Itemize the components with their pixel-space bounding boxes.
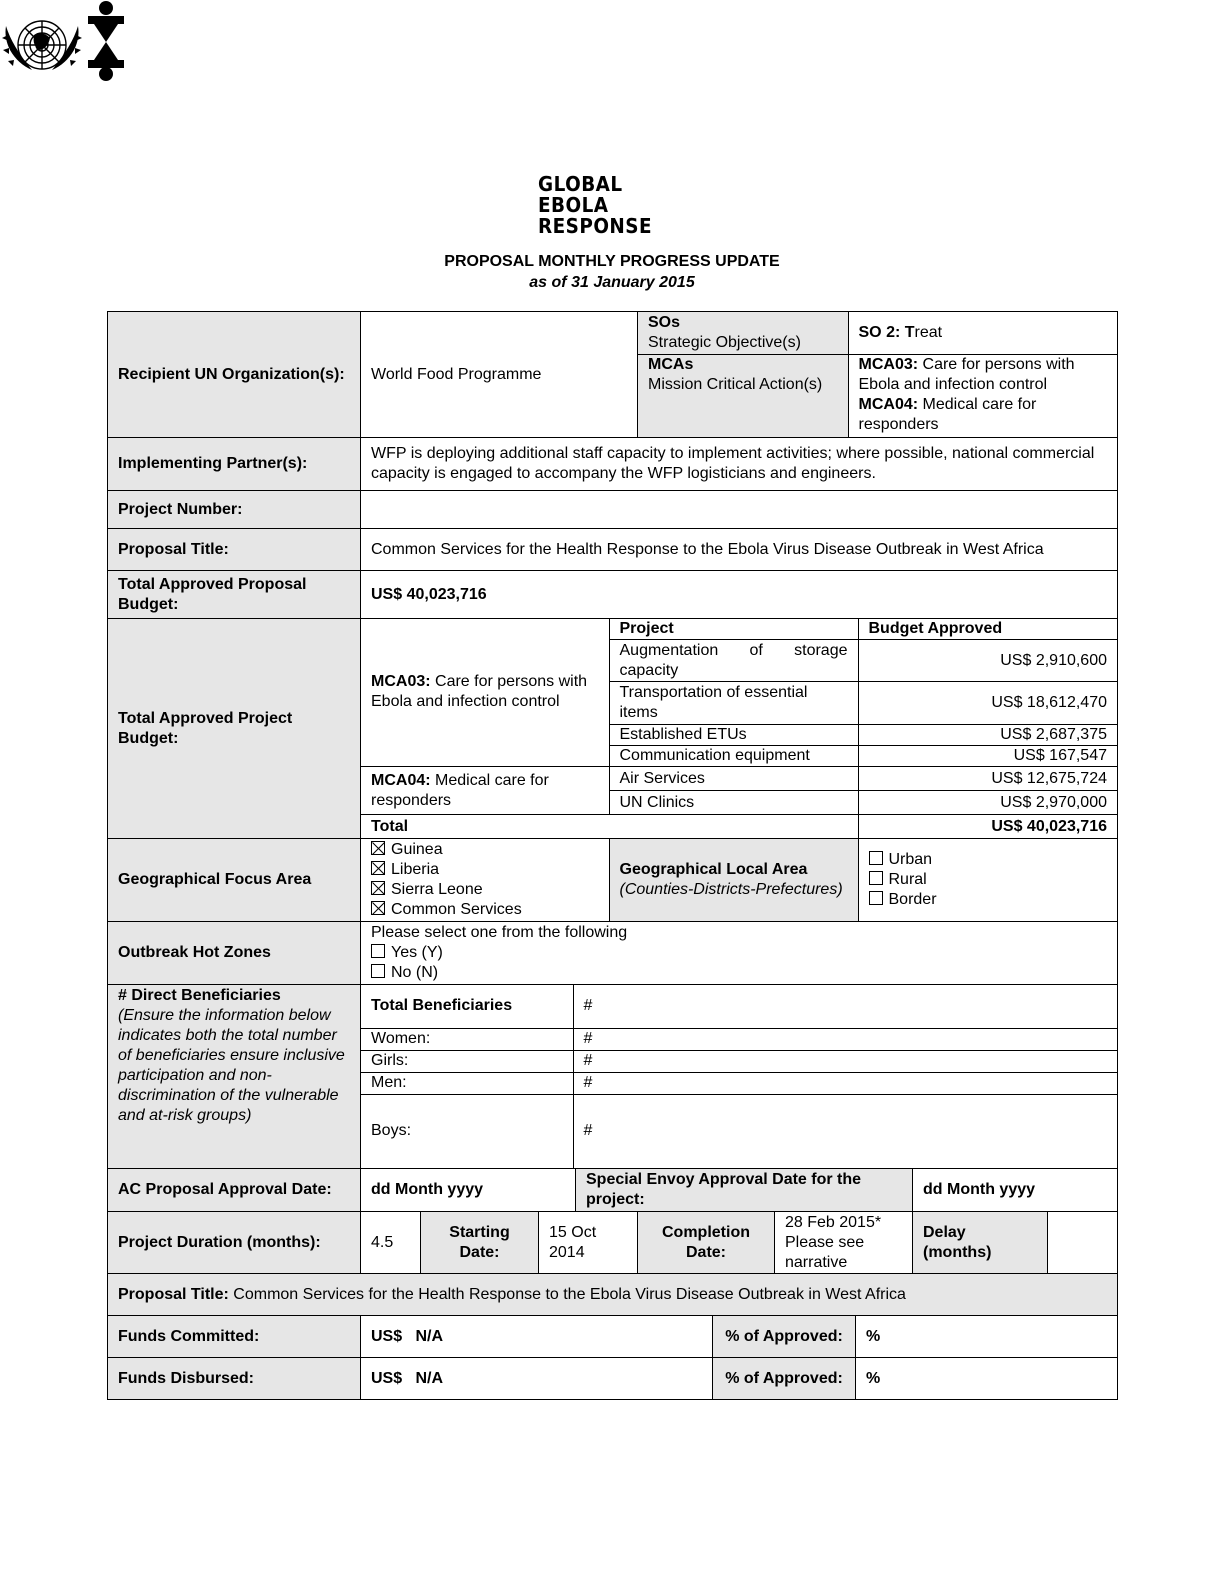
beneficiaries-cell <box>361 985 1118 1169</box>
budget-mca03-desc: Care for persons with Ebola and infection control <box>371 673 588 711</box>
option-label: Yes (Y) <box>391 944 443 961</box>
start-date-label: Starting Date: <box>421 1212 539 1274</box>
budget-row-amount: US$ 167,547 <box>858 745 1117 766</box>
country-label: Common Services <box>391 901 522 918</box>
checkbox-checked-icon[interactable] <box>371 841 385 855</box>
mcas-label: MCAs <box>648 355 694 373</box>
budget-row-project: Air Services <box>609 766 858 790</box>
proposal-title-row-label: Proposal Title: <box>118 1285 229 1303</box>
checkbox-empty-icon[interactable] <box>869 891 883 905</box>
hotzones-label: Outbreak Hot Zones <box>108 922 361 985</box>
project-number-label: Project Number: <box>108 491 361 529</box>
mca04-desc: Medical care for responders <box>858 395 1037 433</box>
funds-committed-value: US$ N/A <box>361 1316 713 1358</box>
ac-approval-value: dd Month yyyy <box>361 1169 576 1212</box>
global-ebola-response-logo <box>538 174 662 237</box>
delay-label: Delay (months) <box>913 1212 1048 1274</box>
total-beneficiaries-label: Total Beneficiaries <box>361 985 573 1028</box>
beneficiaries-label-cell <box>108 985 361 1169</box>
budget-mca03-cell <box>361 619 609 766</box>
beneficiary-row-value: # <box>573 1072 1117 1094</box>
objectives-cell <box>638 312 1118 438</box>
checkbox-empty-icon[interactable] <box>371 964 385 978</box>
budget-row-project: Established ETUs <box>609 724 858 745</box>
budget-mca03-code: MCA03: <box>371 673 431 691</box>
country-list <box>361 839 609 921</box>
hotzones-cell <box>361 922 1118 985</box>
mca04-line <box>859 395 1108 435</box>
country-label: Liberia <box>391 861 440 878</box>
option-label: No (N) <box>391 964 439 981</box>
geo-local-label-cell <box>609 839 858 921</box>
country-label: Guinea <box>391 841 443 858</box>
ac-approval-label: AC Proposal Approval Date: <box>108 1169 361 1212</box>
total-beneficiaries-value: # <box>573 985 1117 1028</box>
checkbox-checked-icon[interactable] <box>371 881 385 895</box>
completion-date-value: 28 Feb 2015* Please see narrative <box>775 1212 913 1274</box>
beneficiaries-label: # Direct Beneficiaries <box>118 987 281 1004</box>
ebola-response-figure-icon <box>88 0 124 82</box>
funds-committed-label: Funds Committed: <box>108 1316 361 1358</box>
option-border[interactable] <box>869 890 1108 910</box>
option-label: Border <box>888 891 937 908</box>
budget-row-amount: US$ 12,675,724 <box>858 766 1117 790</box>
sos-cell <box>638 312 848 354</box>
so-value-bold: SO 2: T <box>858 323 915 341</box>
project-budget-breakdown <box>361 619 1118 839</box>
geo-local-options <box>858 839 1117 921</box>
beneficiary-row-value: # <box>573 1028 1117 1050</box>
mca03-code: MCA03: <box>858 355 919 373</box>
start-date-value: 15 Oct 2014 <box>539 1212 638 1274</box>
proposal-title-row <box>108 1274 1118 1316</box>
recipient-label: Recipient UN Organization(s): <box>108 312 361 438</box>
checkbox-empty-icon[interactable] <box>869 871 883 885</box>
logo-line-2: EBOLA <box>538 193 609 217</box>
hotzones-prompt: Please select one from the following <box>371 924 628 941</box>
country-sierra-leone[interactable] <box>371 880 599 900</box>
funds-disbursed-label: Funds Disbursed: <box>108 1358 361 1400</box>
budget-row-amount: US$ 2,687,375 <box>858 724 1117 745</box>
geo-local-label: Geographical Local Area <box>619 861 808 878</box>
option-urban[interactable] <box>869 850 1108 870</box>
project-number-value <box>361 491 1118 529</box>
un-emblem-icon <box>0 12 84 82</box>
sos-label: SOs <box>648 313 681 331</box>
funds-committed-pct-label: % of Approved: <box>713 1316 856 1358</box>
budget-mca04-code: MCA04: <box>371 771 431 789</box>
logo-line-3: RESPONSE <box>538 214 653 238</box>
beneficiary-row-value: # <box>573 1050 1117 1072</box>
checkbox-empty-icon[interactable] <box>371 944 385 958</box>
budget-row-amount: US$ 2,910,600 <box>858 640 1117 682</box>
budget-row-project: Communication equipment <box>609 745 858 766</box>
budget-row-project: Augmentation of storage capacity <box>609 640 858 682</box>
country-label: Sierra Leone <box>391 881 483 898</box>
beneficiary-row-label: Girls: <box>361 1050 573 1072</box>
logo-line-1: GLOBAL <box>538 172 623 196</box>
checkbox-checked-icon[interactable] <box>371 901 385 915</box>
sos-sub: Strategic Objective(s) <box>648 333 801 351</box>
mca04-code: MCA04: <box>858 395 919 413</box>
duration-label: Project Duration (months): <box>108 1212 361 1274</box>
envoy-approval-label: Special Envoy Approval Date for the project: <box>576 1169 913 1212</box>
geo-local-sub: (Counties-Districts-Prefectures) <box>619 881 843 898</box>
hotzones-yes[interactable] <box>371 943 1107 963</box>
mca03-line <box>859 355 1108 395</box>
document-title: PROPOSAL MONTHLY PROGRESS UPDATE <box>444 253 780 270</box>
approved-budget-label: Total Approved Proposal Budget: <box>108 571 361 619</box>
country-liberia[interactable] <box>371 860 599 880</box>
option-rural[interactable] <box>869 870 1108 890</box>
budget-total-label: Total <box>361 815 858 838</box>
delay-value <box>1048 1212 1118 1274</box>
funds-disbursed-pct-value: % <box>856 1358 1118 1400</box>
option-label: Urban <box>888 851 933 868</box>
budget-row-project: Transportation of essential items <box>609 682 858 724</box>
envoy-approval-value: dd Month yyyy <box>913 1169 1118 1212</box>
funds-committed-pct-value: % <box>856 1316 1118 1358</box>
proposal-title-row-value: Common Services for the Health Response to the Ebola Virus Disease Outbreak in West Africa <box>233 1285 906 1303</box>
budget-row-amount: US$ 18,612,470 <box>858 682 1117 724</box>
proposal-title-label: Proposal Title: <box>108 529 361 571</box>
mcas-cell <box>638 354 848 437</box>
beneficiary-row-label: Women: <box>361 1028 573 1050</box>
budget-mca04-desc: Medical care for responders <box>371 771 549 809</box>
budget-mca04-cell <box>361 766 609 814</box>
option-label: Rural <box>888 871 927 888</box>
mca03-desc: Care for persons with Ebola and infection control <box>858 355 1075 393</box>
approved-budget-value: US$ 40,023,716 <box>361 571 1118 619</box>
beneficiary-row-label: Men: <box>361 1072 573 1094</box>
hotzones-no[interactable] <box>371 963 1107 983</box>
completion-date-label: Completion Date: <box>638 1212 775 1274</box>
budget-row-project: UN Clinics <box>609 791 858 815</box>
mcas-sub: Mission Critical Action(s) <box>648 375 823 393</box>
recipient-value: World Food Programme <box>361 312 638 438</box>
country-guinea[interactable] <box>371 840 599 860</box>
progress-update-form <box>107 311 1118 1400</box>
document-subtitle: as of 31 January 2015 <box>529 274 695 291</box>
checkbox-checked-icon[interactable] <box>371 861 385 875</box>
duration-value: 4.5 <box>361 1212 421 1274</box>
mcas-values <box>848 354 1117 437</box>
budget-col-approved: Budget Approved <box>858 619 1117 640</box>
beneficiaries-note: (Ensure the information below indicates both the total number of beneficiaries ensure inclusive participation and non-discrimination of the vulnerable and at-risk groups) <box>118 1007 345 1124</box>
country-common-services[interactable] <box>371 900 599 920</box>
budget-total-value: US$ 40,023,716 <box>858 815 1117 838</box>
checkbox-empty-icon[interactable] <box>869 851 883 865</box>
beneficiary-row-label: Boys: <box>361 1094 573 1168</box>
project-budget-label: Total Approved Project Budget: <box>108 619 361 839</box>
beneficiary-row-value: # <box>573 1094 1117 1168</box>
so-value-rest: reat <box>914 323 943 341</box>
proposal-title-value: Common Services for the Health Response to the Ebola Virus Disease Outbreak in West Africa <box>361 529 1118 571</box>
implementing-label: Implementing Partner(s): <box>108 438 361 491</box>
geo-focus-label: Geographical Focus Area <box>108 839 361 922</box>
geo-focus-cell <box>361 839 1118 922</box>
funds-disbursed-value: US$ N/A <box>361 1358 713 1400</box>
budget-row-amount: US$ 2,970,000 <box>858 791 1117 815</box>
so-value <box>848 312 1117 354</box>
funds-disbursed-pct-label: % of Approved: <box>713 1358 856 1400</box>
budget-col-project: Project <box>609 619 858 640</box>
implementing-value: WFP is deploying additional staff capacity to implement activities; where possible, national commercial capacity is engaged to accompany the WFP logisticians and engineers. <box>361 438 1118 491</box>
